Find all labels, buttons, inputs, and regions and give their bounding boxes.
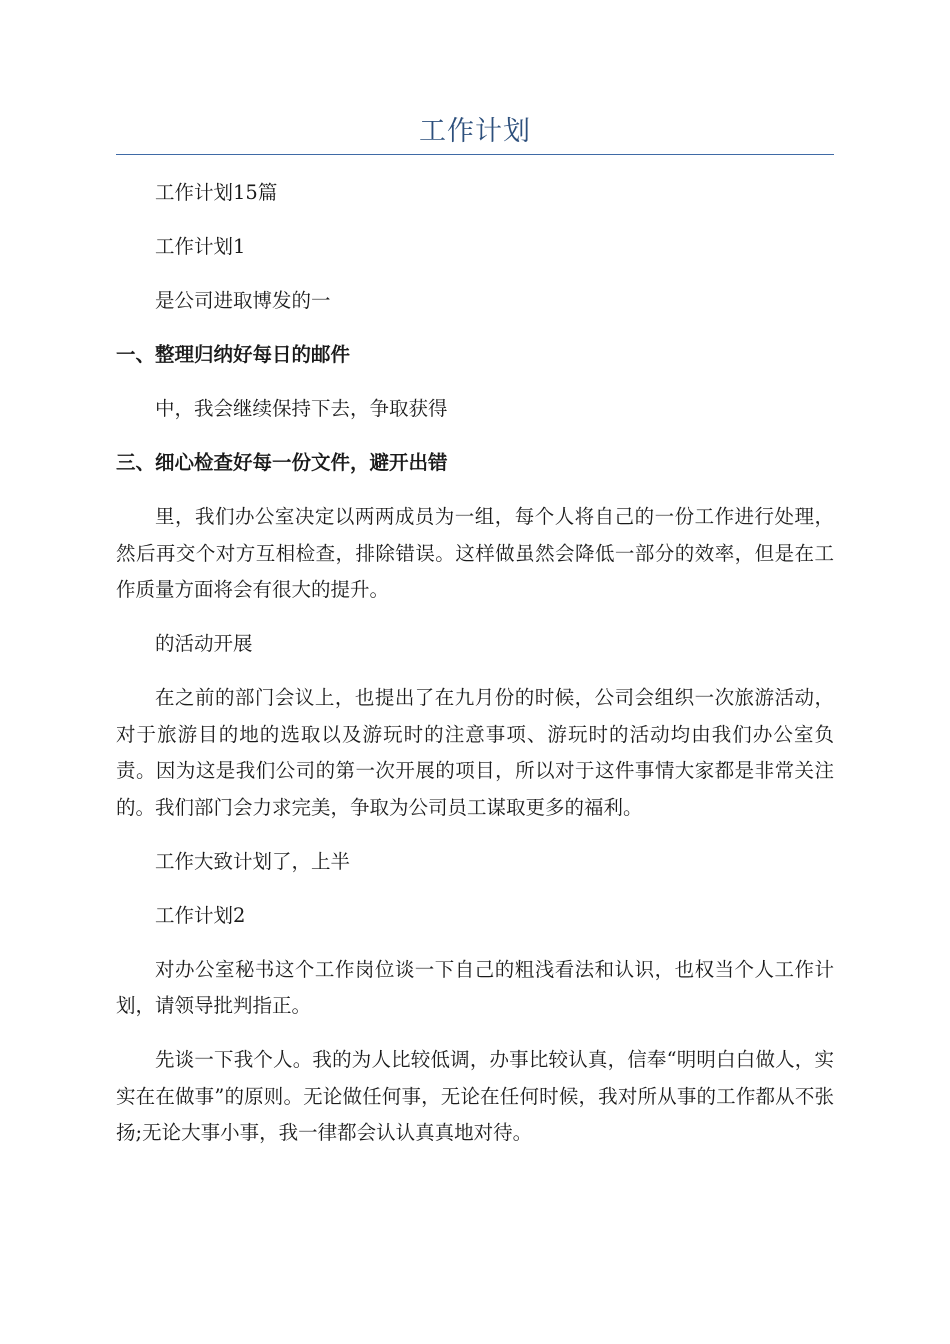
document-body	[116, 175, 834, 1169]
paragraph-intro: 是公司进取博发的一	[155, 289, 331, 312]
section-heading-1: 一、整理归纳好每日的邮件	[116, 343, 351, 366]
paragraph-secretary: 对办公室秘书这个工作岗位谈一下自己的粗浅看法和认识，也权当个人工作计划，请领导批判指正。	[116, 957, 834, 1017]
paragraph-summary: 工作大致计划了，上半	[155, 849, 351, 873]
paragraph-travel: 在之前的部门会议上，也提出了在九月份的时候，公司会组织一次旅游活动，对于旅游目的地的选取以及游玩时的注意事项、游玩时的活动均由我们办公室负责。因为这是我们公司的第一次开展的项目，所以对于这件事情大家都是非常关注的。我们部门会力求完美，争取为公司员工谋取更多的福利。	[116, 686, 834, 819]
paragraph-plan-2-label: 工作计划2	[155, 903, 246, 927]
paragraph-self-intro: 先谈一下我个人。我的为人比较低调，办事比较认真，信奉“明明白白做人，实实在在做事”的原则。无论做任何事，无论在任何时候，我对所从事的工作都从不张扬;无论大事小事，我一律都会认认真真地对待。	[116, 1048, 834, 1144]
paragraph-section-3: 里，我们办公室决定以两两成员为一组，每个人将自己的一份工作进行处理，然后再交个对方互相检查，排除错误。这样做虽然会降低一部分的效率，但是在工作质量方面将会有很大的提升。	[116, 505, 834, 601]
paragraph-heading-count: 工作计划15篇	[155, 181, 278, 204]
paragraph-section-1: 中，我会继续保持下去，争取获得	[155, 397, 448, 420]
page-title: 工作计划	[419, 116, 531, 147]
section-heading-3: 三、细心检查好每一份文件，避开出错	[116, 451, 448, 474]
title-underline	[116, 154, 834, 155]
paragraph-plan-1-label: 工作计划1	[155, 235, 246, 258]
paragraph-activity: 的活动开展	[155, 632, 253, 655]
